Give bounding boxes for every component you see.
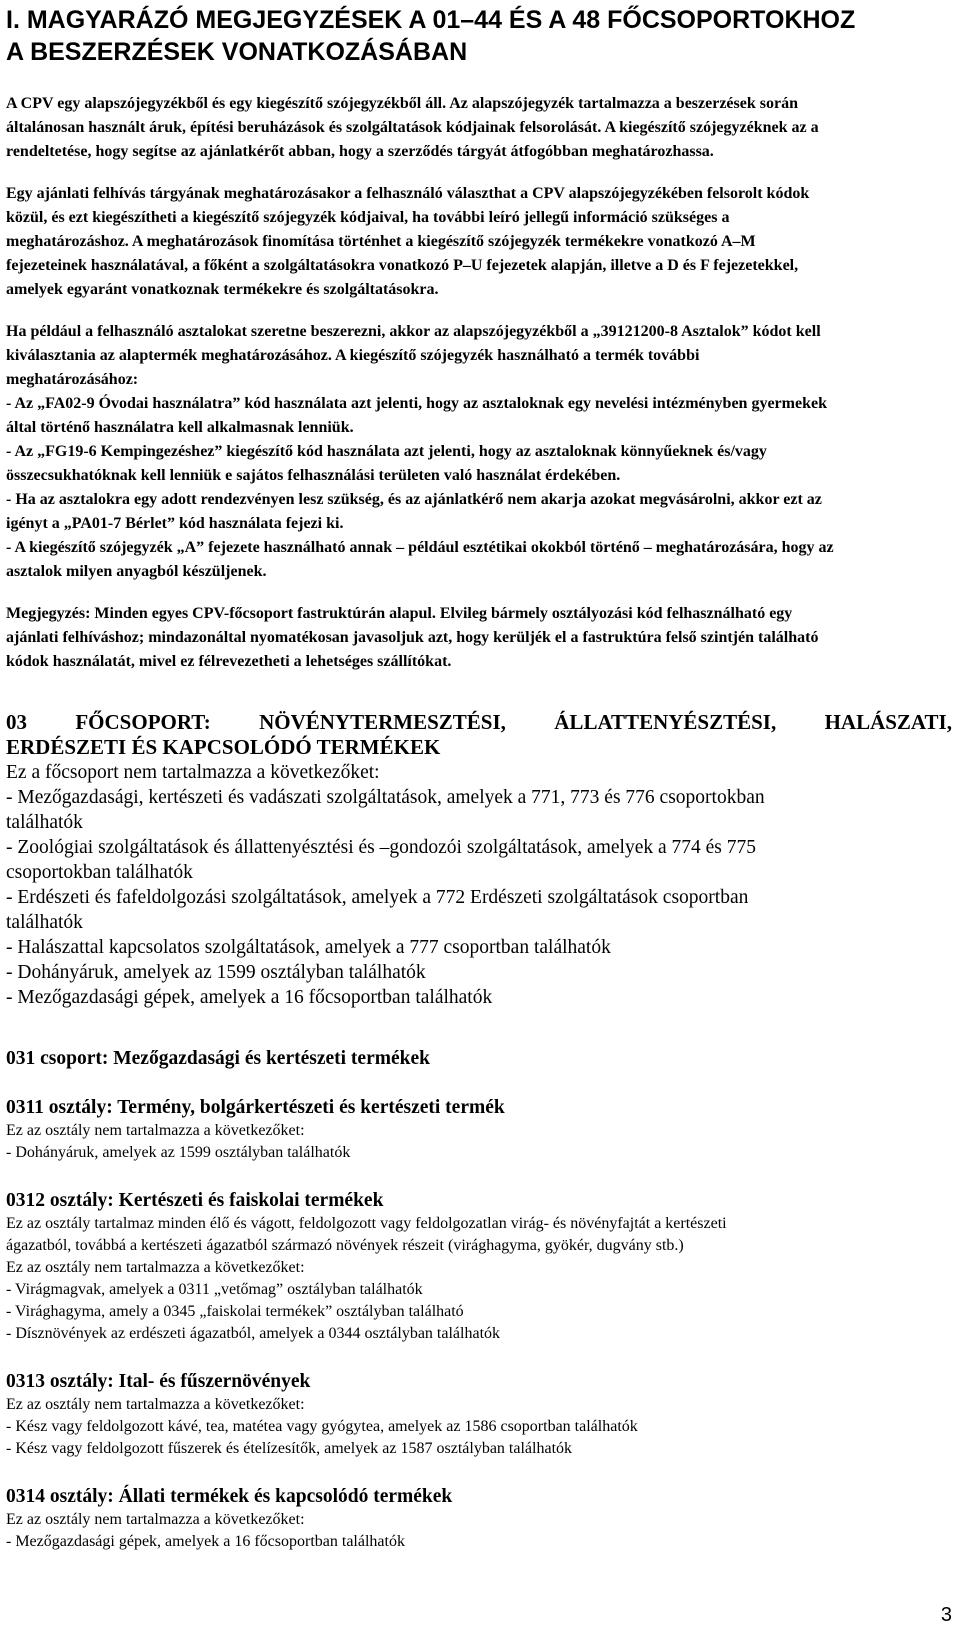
class-block-0313 [6,1369,952,1460]
heading-word: 03 [6,710,27,734]
text-line: - Ha az asztalokra egy adott rendezvényen lesz szükség, és az ajánlatkérő nem akarja azokat megvásárolni, akkor ezt az [6,491,822,508]
text-line: meghatározásához: [6,371,139,388]
text-line: - Az „FG19-6 Kempingezéshez” kiegészítő kód használata azt jelenti, hogy az asztaloknak könnyűeknek és/vagy [6,443,767,460]
intro-paragraph [6,182,952,302]
text-line: összecsukhatóknak kell lenniük e sajátos felhasználási területen való használat érdekében. [6,467,621,484]
text-line: Ez az osztály nem tartalmazza a következőket: [6,1511,305,1528]
note-paragraph [6,602,952,674]
text-line: ajánlati felhíváshoz; mindazonáltal nyomatékosan javasoljuk azt, hogy kerüljék el a fastruktúra felső szintjén található [6,629,819,646]
text-line: találhatók [6,912,83,933]
text-line: asztalok milyen anyagból készüljenek. [6,563,267,580]
text-line: - Dohányáruk, amelyek az 1599 osztályban találhatók [6,962,426,983]
text-line: - Kész vagy feldolgozott fűszerek és ételízesítők, amelyek az 1587 osztályban találhatók [6,1440,573,1457]
class-block-0311 [6,1095,952,1164]
intro-paragraph [6,320,952,584]
heading-word: FŐCSOPORT: [75,710,211,734]
class-text [6,1394,952,1460]
text-line: Ez az osztály nem tartalmazza a következőket: [6,1396,305,1413]
class-heading: 0313 osztály: Ital- és fűszernövények [6,1371,311,1392]
text-line: Ha például a felhasználó asztalokat szeretne beszerezni, akkor az alapszójegyzékből a „39121200-8 Asztalok” kódot kell [6,323,821,340]
heading-word: HALÁSZATI, [824,710,952,734]
class-text [6,1509,952,1553]
text-line: - Erdészeti és fafeldolgozási szolgáltatások, amelyek a 772 Erdészeti szolgáltatások csoportban [6,887,749,908]
document-page [6,4,952,1553]
text-line: - Dísznövények az erdészeti ágazatból, amelyek a 0344 osztályban találhatók [6,1325,501,1342]
text-line: - Zoológiai szolgáltatások és állattenyésztési és –gondozói szolgáltatások, amelyek a 774 és 775 [6,837,756,858]
text-line: - Virágmagvak, amelyek a 0311 „vetőmag” osztályban találhatók [6,1281,423,1298]
text-line: rendeltetése, hogy segítse az ajánlatkérőt abban, hogy a szerződés tárgyát átfogóbban meghatározhassa. [6,143,714,160]
text-line: Ez az osztály nem tartalmazza a következőket: [6,1259,305,1276]
heading-word: NÖVÉNYTERMESZTÉSI, [259,710,506,734]
title-line: A BESZERZÉSEK VONATKOZÁSÁBAN [6,38,468,66]
text-line: - Mezőgazdasági gépek, amelyek a 16 főcsoportban találhatók [6,987,493,1008]
class-text [6,1120,952,1164]
page-number: 3 [940,1604,952,1626]
class-block-0314 [6,1484,952,1553]
text-line: által történő használatra kell alkalmasnak lenniük. [6,419,354,436]
class-heading: 0314 osztály: Állati termékek és kapcsolódó termékek [6,1486,453,1507]
text-line: Ez a főcsoport nem tartalmazza a következőket: [6,762,380,783]
text-line: - Az „FA02-9 Óvodai használatra” kód használata azt jelenti, hogy az asztaloknak egy nevelési intézményben gyermekek [6,395,827,412]
text-line: Ez az osztály nem tartalmazza a következőket: [6,1122,305,1139]
text-line: - Kész vagy feldolgozott kávé, tea, matétea vagy gyógytea, amelyek az 1586 csoportban találhatók [6,1418,638,1435]
text-line: Megjegyzés: Minden egyes CPV-főcsoport fastruktúrán alapul. Elvileg bármely osztályozási kód felhasználható egy [6,605,793,622]
text-line: - Halászattal kapcsolatos szolgáltatások, amelyek a 777 csoportban találhatók [6,937,611,958]
class-heading: 0311 osztály: Termény, bolgárkertészeti és kertészeti termék [6,1097,505,1118]
text-line: Ez az osztály tartalmaz minden élő és vágott, feldolgozott vagy feldolgozatlan virág- és növényfajtát a kertészeti [6,1215,727,1232]
intro-paragraph [6,92,952,164]
title-line: I. MAGYARÁZÓ MEGJEGYZÉSEK A 01–44 ÉS A 48 FŐCSOPORTOKHOZ [6,6,856,34]
text-line: fejezeteinek használatával, a főként a szolgáltatásokra vonatkozó P–U fejezetek alapján, illetve a D és F fejezetekkel, [6,257,799,274]
text-line: - Dohányáruk, amelyek az 1599 osztályban találhatók [6,1144,351,1161]
section-exclusions [6,760,952,1010]
heading-word: ÁLLATTENYÉSZTÉSI, [554,710,777,734]
text-line: közül, és ezt kiegészítheti a kiegészítő szójegyzék kódjaival, ha további leíró jellegű információ szükséges a [6,209,730,226]
text-line: kiválasztania az alaptermék meghatározásához. A kiegészítő szójegyzék használható a termék további [6,347,700,364]
text-line: kódok használatát, mivel ez félrevezetheti a lehetséges szállítókat. [6,653,452,670]
class-block-0312 [6,1188,952,1345]
section-heading-line: ERDÉSZETI ÉS KAPCSOLÓDÓ TERMÉKEK [6,735,441,759]
text-line: találhatók [6,812,83,833]
text-line: amelyek egyaránt vonatkoznak termékekre és szolgáltatásokra. [6,281,439,298]
text-line: általánosan használt áruk, építési beruházások és szolgáltatások kódjainak felsorolását. A kiegészítő szójegyzéknek az a [6,119,819,136]
text-line: csoportokban találhatók [6,862,193,883]
section-heading-line [6,710,952,735]
class-heading: 0312 osztály: Kertészeti és faiskolai termékek [6,1190,384,1211]
text-line: - Virághagyma, amely a 0345 „faiskolai termékek” osztályban található [6,1303,464,1320]
text-line: meghatározáshoz. A meghatározások finomítása történhet a kiegészítő szójegyzék termékekre vonatkozó A–M [6,233,756,250]
group-heading-031: 031 csoport: Mezőgazdasági és kertészeti termékek [6,1048,430,1069]
class-text [6,1213,952,1345]
text-line: igényt a „PA01-7 Bérlet” kód használata fejezi ki. [6,515,344,532]
text-line: - Mezőgazdasági, kertészeti és vadászati szolgáltatások, amelyek a 771, 773 és 776 csoportokban [6,787,765,808]
section-heading-03 [6,710,952,760]
text-line: Egy ajánlati felhívás tárgyának meghatározásakor a felhasználó választhat a CPV alapszójegyzékében felsorolt kódok [6,185,810,202]
text-line: - Mezőgazdasági gépek, amelyek a 16 főcsoportban találhatók [6,1533,405,1550]
text-line: ágazatból, továbbá a kertészeti ágazatból származó növények részeit (virághagyma, gyökér, dugvány stb.) [6,1237,684,1254]
document-title [6,4,952,68]
text-line: A CPV egy alapszójegyzékből és egy kiegészítő szójegyzékből áll. Az alapszójegyzék tartalmazza a beszerzések során [6,95,798,112]
text-line: - A kiegészítő szójegyzék „A” fejezete használható annak – például esztétikai okokból történő – meghatározására, hogy az [6,539,834,556]
